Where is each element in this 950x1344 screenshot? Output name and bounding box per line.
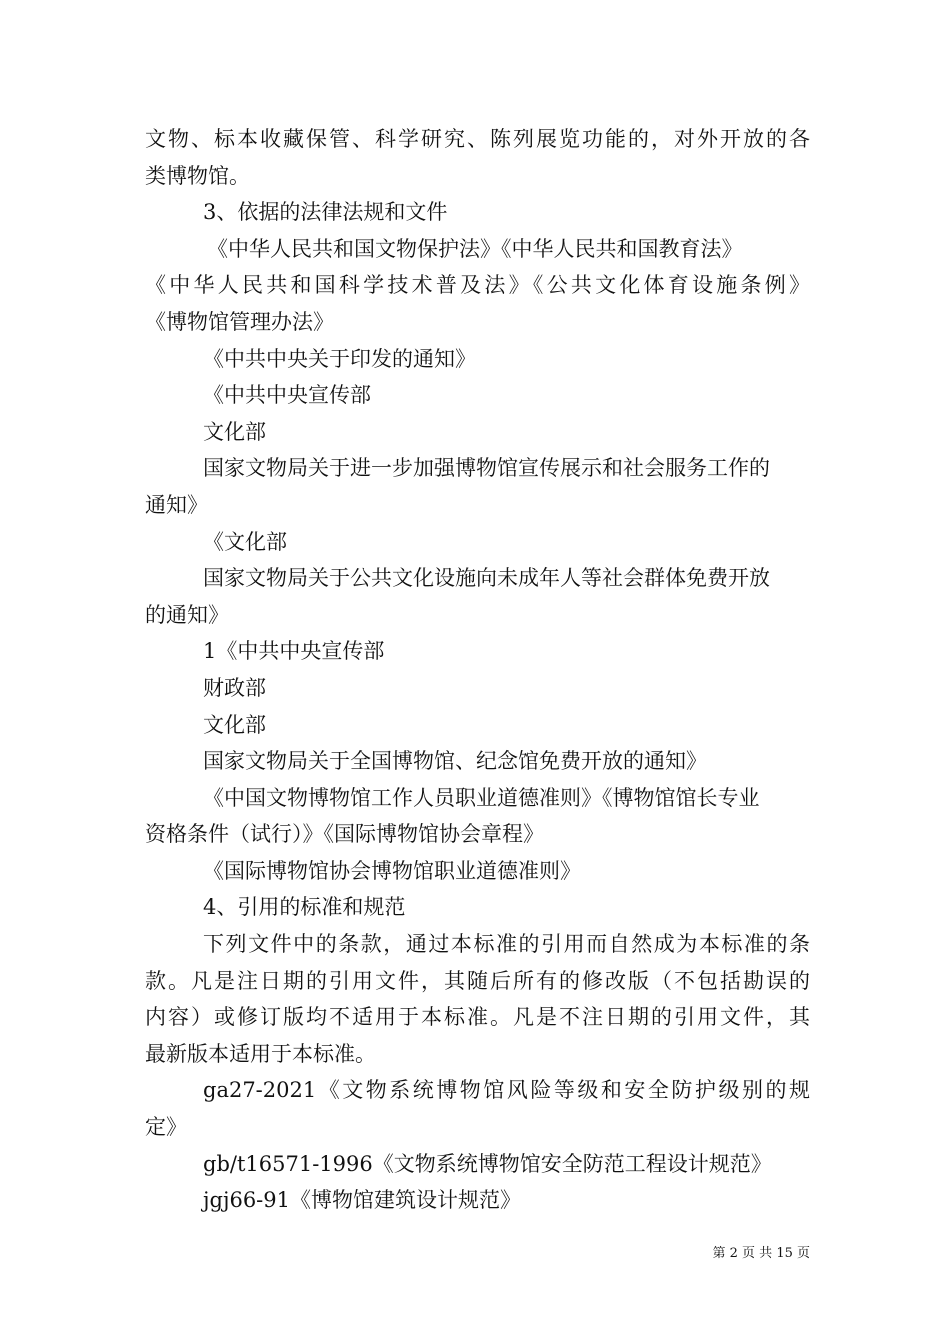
text-line: 1《中共中央宣传部 [203,639,385,664]
section-heading: 4、引用的标准和规范 [203,895,406,920]
text-line: 《中共中央宣传部 [203,383,371,408]
text-line: 文化部 [203,419,266,444]
text-line: 款。凡是注日期的引用文件，其随后所有的修改版（不包括勘误的 [145,968,810,993]
text-line: 《中华人民共和国文物保护法》《中华人民共和国教育法》 [207,236,743,261]
section-heading: 3、依据的法律法规和文件 [203,200,448,225]
text-line: 最新版本适用于本标准。 [145,1041,376,1066]
text-line: 《中共中央关于印发的通知》 [203,346,476,371]
text-line: jgj66-91《博物馆建筑设计规范》 [203,1188,522,1213]
text-line: ga27-2021《文物系统博物馆风险等级和安全防护级别的规 [203,1078,810,1103]
text-line: 《中国文物博物馆工作人员职业道德准则》《博物馆馆长专业 [203,785,760,810]
page-number: 第 2 页 共 15 页 [712,1246,810,1261]
text-line: 《中华人民共和国科学技术普及法》《公共文化体育设施条例》 [145,273,810,298]
text-line: 文物、标本收藏保管、科学研究、陈列展览功能的，对外开放的各 [145,127,810,151]
text-line: 文化部 [203,712,266,737]
text-line: 国家文物局关于全国博物馆、纪念馆免费开放的通知》 [203,749,707,774]
text-line: 下列文件中的条款，通过本标准的引用而自然成为本标准的条 [203,932,810,957]
text-line: 内容）或修订版均不适用于本标准。凡是不注日期的引用文件，其 [145,1005,810,1030]
text-line: 财政部 [203,675,266,700]
text-line: 的通知》 [145,602,229,627]
text-line: 国家文物局关于公共文化设施向未成年人等社会群体免费开放 [203,566,770,591]
text-line: 《文化部 [203,529,287,554]
text-line: 类博物馆。 [145,163,250,188]
text-line: 《博物馆管理办法》 [145,309,334,334]
text-line: 通知》 [145,492,208,517]
text-line: 《国际博物馆协会博物馆职业道德准则》 [203,858,581,883]
document-body [145,121,810,1219]
text-line: 资格条件（试行）》《国际博物馆协会章程》 [145,822,544,847]
text-line: 定》 [145,1115,187,1140]
text-line: 国家文物局关于进一步加强博物馆宣传展示和社会服务工作的 [203,456,770,481]
text-line: gb/t16571-1996《文物系统博物馆安全防范工程设计规范》 [203,1151,772,1176]
